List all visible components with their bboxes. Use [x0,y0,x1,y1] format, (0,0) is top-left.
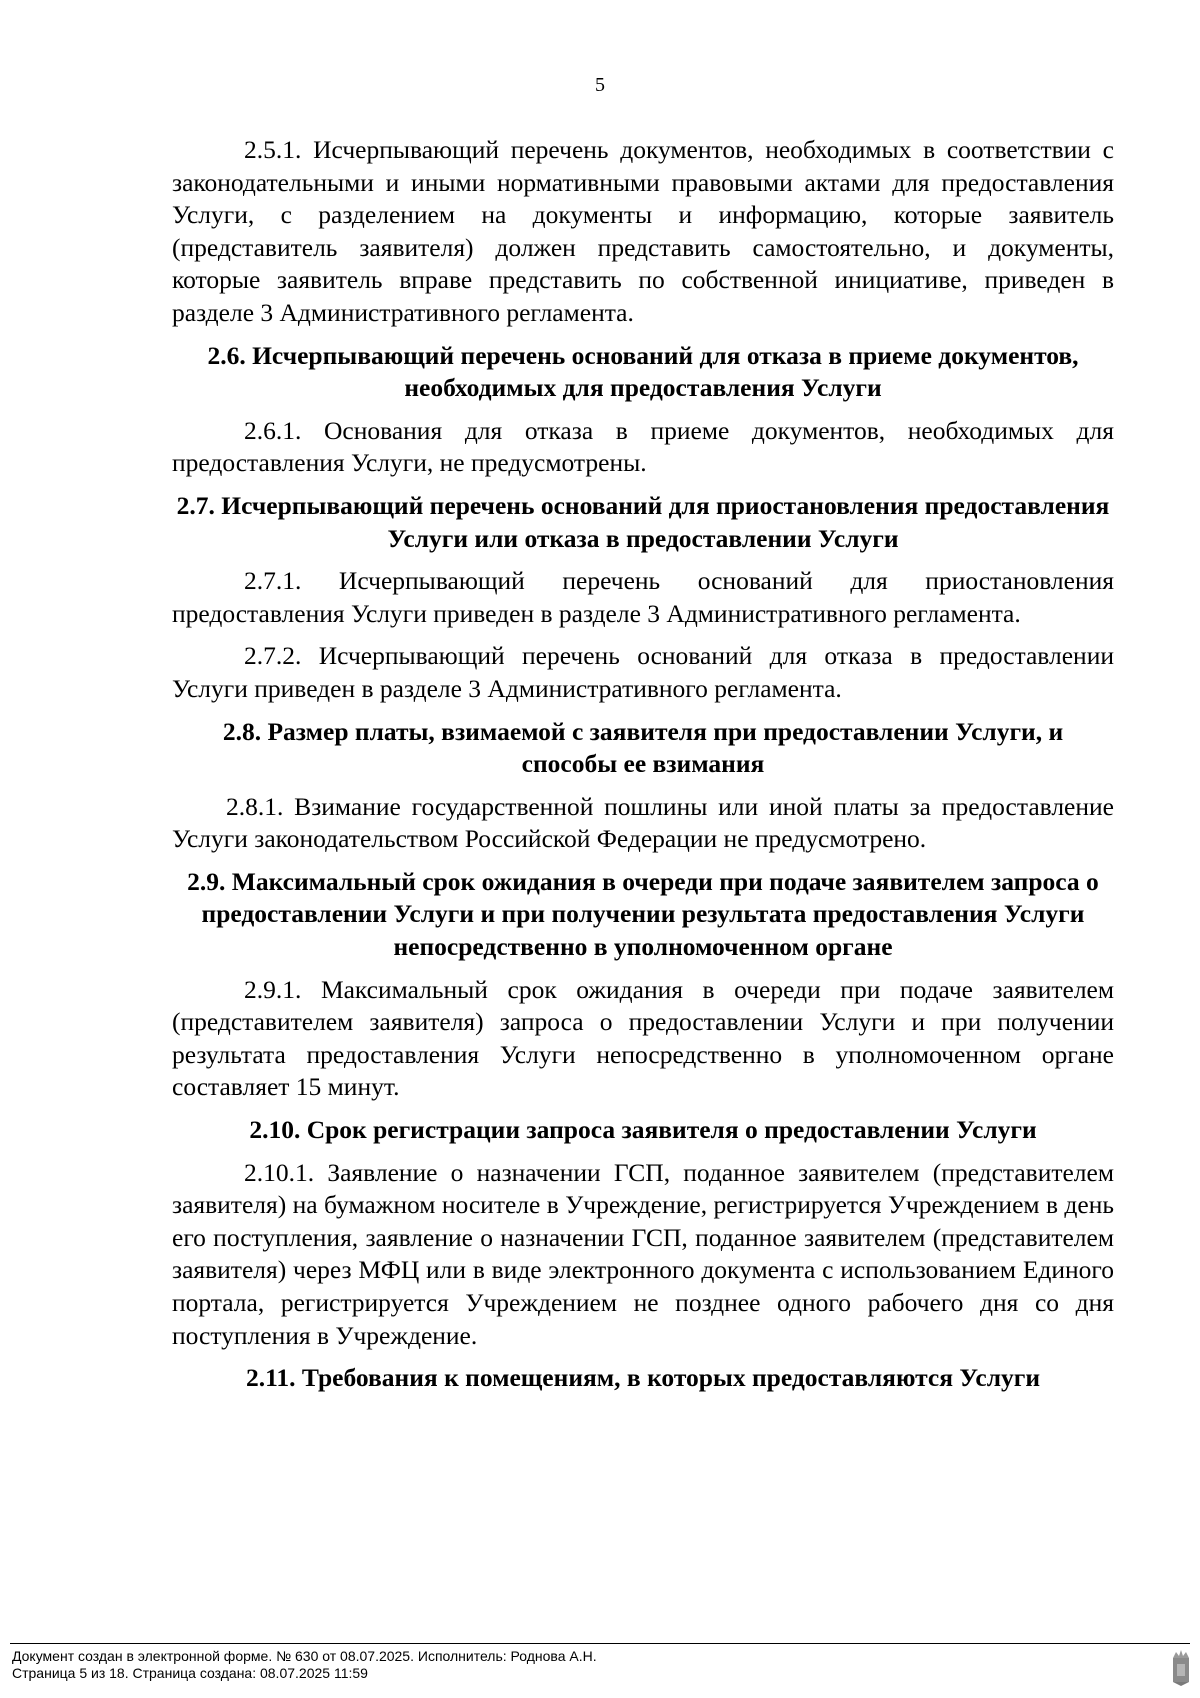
heading-2-7: 2.7. Исчерпывающий перечень оснований для приостановления предоставления Услуги или отказа в предоставлении Услуги [176,490,1110,553]
footer-line-1: Документ создан в электронной форме. № 630 от 08.07.2025. Исполнитель: Роднова А.Н. [12,1648,597,1664]
heading-2-10: 2.10. Срок регистрации запроса заявителя о предоставлении Услуги [249,1115,1037,1145]
paragraph-2-6-1: 2.6.1. Основания для отказа в приеме документов, необходимых для предоставления Услуги, не предусмотрены. [172,415,1114,478]
document-body [172,134,1114,1405]
heading-2-6: 2.6. Исчерпывающий перечень оснований для отказа в приеме документов, необходимых для предоставления Услуги [207,340,1079,403]
coat-of-arms-icon [1170,1646,1192,1686]
heading-2-8: 2.8. Размер платы, взимаемой с заявителя при предоставлении Услуги, и способы ее взимания [222,716,1064,779]
footer [12,1648,597,1682]
footer-line-2: Страница 5 из 18. Страница создана: 08.07.2025 11:59 [12,1665,368,1681]
paragraph-2-8-1: 2.8.1. Взимание государственной пошлины или иной платы за предоставление Услуги законодательством Российской Федерации не предусмотрено. [172,791,1114,854]
paragraph-2-9-1: 2.9.1. Максимальный срок ожидания в очереди при подаче заявителем (представителем заявителя) запроса о предоставлении Услуги и при получении результата предоставления Услуги непосредственно в уполномоченном органе составляет 15 минут. [172,974,1114,1102]
paragraph-2-7-1: 2.7.1. Исчерпывающий перечень оснований для приостановления предоставления Услуги приведен в разделе 3 Административного регламента. [172,566,1114,628]
heading-2-9: 2.9. Максимальный срок ожидания в очереди при подаче заявителем запроса о предоставлении Услуги и при получении результата предоставления Услуги непосредственно в уполномоченном органе [187,866,1099,962]
paragraph-2-5-1: 2.5.1. Исчерпывающий перечень документов, необходимых в соответствии с законодательными и иными нормативными правовыми актами для предоставления Услуги, с разделением на документы и информацию, которые заявитель (представитель заявителя) должен представить самостоятельно, и документы, которые заявитель вправе представить по собственной инициативе, приведен в разделе 3 Административного регламента. [172,135,1114,327]
paragraph-2-7-2: 2.7.2. Исчерпывающий перечень оснований для отказа в предоставлении Услуги приведен в разделе 3 Административного регламента. [172,641,1114,703]
footer-divider [10,1643,1190,1644]
page-number: 5 [595,74,605,96]
heading-2-11: 2.11. Требования к помещениям, в которых предоставляются Услуги [245,1363,1041,1393]
paragraph-2-10-1: 2.10.1. Заявление о назначении ГСП, поданное заявителем (представителем заявителя) на бумажном носителе в Учреждение, регистрируется Учреждением в день его поступления, заявление о назначении ГСП, поданное заявителем (представителем заявителя) через МФЦ или в виде электронного документа с использованием Единого портала, регистрируется Учреждением не позднее одного рабочего дня со дня поступления в Учреждение. [172,1157,1114,1350]
